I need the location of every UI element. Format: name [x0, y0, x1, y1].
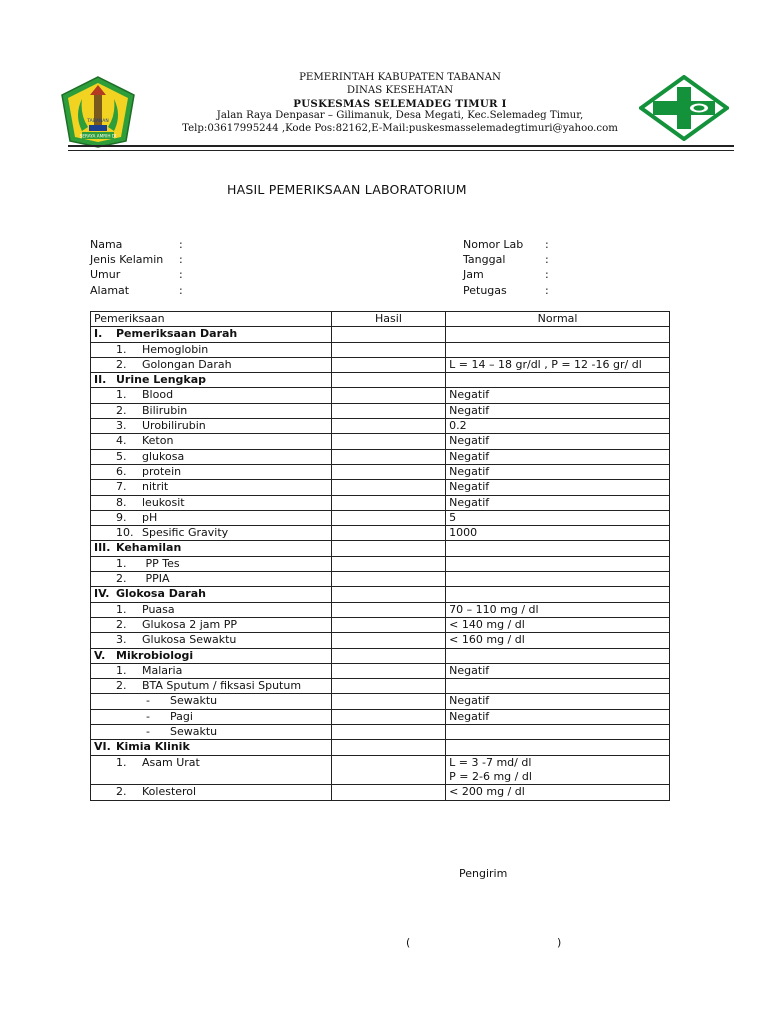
hasil-cell	[331, 694, 445, 709]
field-jenis-kelamin: Jenis Kelamin :	[90, 253, 183, 267]
table-row: 9. pH 5	[91, 510, 670, 525]
letterhead	[150, 72, 650, 136]
letterhead-clinic-name: PUSKESMAS SELEMADEG TIMUR I	[293, 97, 507, 110]
table-row: 6. protein Negatif	[91, 464, 670, 479]
svg-text:SERAYA AMRIH DI: SERAYA AMRIH DI	[79, 133, 117, 139]
puskesmas-logo	[639, 75, 729, 141]
table-row: 1. Asam Urat L = 3 -7 md/ dl P = 2-6 mg / dl	[91, 755, 670, 785]
table-row: 4. Keton Negatif	[91, 434, 670, 449]
hasil-cell	[331, 464, 445, 479]
hasil-cell	[331, 419, 445, 434]
letterhead-department: DINAS KESEHATAN	[346, 84, 454, 96]
letterhead-rule-thick	[68, 145, 734, 147]
signer-label: Pengirim	[459, 867, 508, 880]
field-umur: Umur :	[90, 268, 183, 282]
hasil-cell	[331, 633, 445, 648]
section-row: II. Urine Lengkap	[91, 373, 670, 388]
hasil-cell	[331, 785, 445, 800]
table-subrow: - Sewaktu Negatif	[91, 694, 670, 709]
signature-open-paren: (	[406, 936, 411, 949]
field-nomor-lab: Nomor Lab :	[463, 238, 549, 251]
letterhead-rule-thin	[68, 150, 734, 151]
signature-close-paren: )	[557, 936, 562, 949]
hasil-cell	[331, 388, 445, 403]
table-row: 2. Bilirubin Negatif	[91, 403, 670, 418]
hasil-cell	[331, 526, 445, 541]
table-row: 1. Blood Negatif	[91, 388, 670, 403]
hasil-cell	[331, 587, 445, 602]
table-subrow: - Sewaktu	[91, 725, 670, 740]
hasil-cell	[331, 556, 445, 571]
header-pemeriksaan: Pemeriksaan	[91, 312, 332, 327]
table-row: 1. Malaria Negatif	[91, 663, 670, 678]
hasil-cell	[331, 373, 445, 388]
document-title: HASIL PEMERIKSAAN LABORATORIUM	[227, 182, 467, 197]
hasil-cell	[331, 403, 445, 418]
hasil-cell	[331, 709, 445, 724]
table-row: 7. nitrit Negatif	[91, 480, 670, 495]
table-row: 3. Glukosa Sewaktu < 160 mg / dl	[91, 633, 670, 648]
table-row: 2. PPIA	[91, 572, 670, 587]
section-row: V. Mikrobiologi	[91, 648, 670, 663]
hasil-cell	[331, 495, 445, 510]
letterhead-contact: Telp:03617995244 ,Kode Pos:82162,E-Mail:puskesmasselemadegtimuri@yahoo.com	[182, 123, 618, 135]
hasil-cell	[331, 480, 445, 495]
table-row: 2. Kolesterol < 200 mg / dl	[91, 785, 670, 800]
hasil-cell	[331, 449, 445, 464]
hasil-cell	[331, 357, 445, 372]
field-tanggal: Tanggal :	[463, 253, 549, 267]
svg-text:TABANAN: TABANAN	[87, 119, 109, 124]
table-row: 2. BTA Sputum / fiksasi Sputum	[91, 679, 670, 694]
hasil-cell	[331, 572, 445, 587]
section-row: III. Kehamilan	[91, 541, 670, 556]
table-row: 5. glukosa Negatif	[91, 449, 670, 464]
header-normal: Normal	[446, 312, 670, 327]
field-petugas: Petugas :	[463, 283, 549, 297]
hasil-cell	[331, 740, 445, 755]
table-row: 8. leukosit Negatif	[91, 495, 670, 510]
tabanan-emblem-logo	[60, 75, 136, 149]
hasil-cell	[331, 541, 445, 556]
normal-line: P = 2-6 mg / dl	[449, 769, 532, 783]
table-row: 10. Spesific Gravity 1000	[91, 526, 670, 541]
table-row: 1. Puasa 70 – 110 mg / dl	[91, 602, 670, 617]
table-row: 2. Glukosa 2 jam PP < 140 mg / dl	[91, 617, 670, 632]
hasil-cell	[331, 755, 445, 785]
hasil-cell	[331, 327, 445, 342]
field-nama: Nama :	[90, 238, 183, 251]
header-hasil: Hasil	[331, 312, 445, 327]
letterhead-government: PEMERINTAH KABUPATEN TABANAN	[299, 72, 501, 83]
lab-results-table	[90, 311, 670, 801]
table-row: 1. Hemoglobin	[91, 342, 670, 357]
normal-line: L = 3 -7 md/ dl	[449, 755, 532, 769]
table-row: 3. Urobilirubin 0.2	[91, 419, 670, 434]
patient-fields-right	[463, 237, 549, 298]
hasil-cell	[331, 679, 445, 694]
field-alamat: Alamat :	[90, 283, 183, 297]
field-jam: Jam :	[463, 268, 549, 282]
hasil-cell	[331, 434, 445, 449]
table-subrow: - Pagi Negatif	[91, 709, 670, 724]
hasil-cell	[331, 725, 445, 740]
section-row: VI. Kimia Klinik	[91, 740, 670, 755]
hasil-cell	[331, 648, 445, 663]
hasil-cell	[331, 342, 445, 357]
hasil-cell	[331, 510, 445, 525]
table-row: 1. PP Tes	[91, 556, 670, 571]
table-row: 2. Golongan Darah L = 14 – 18 gr/dl , P = 12 -16 gr/ dl	[91, 357, 670, 372]
hasil-cell	[331, 663, 445, 678]
letterhead-address: Jalan Raya Denpasar – Gilimanuk, Desa Megati, Kec.Selemadeg Timur,	[216, 110, 584, 122]
patient-fields-left	[90, 237, 183, 298]
section-row: IV. Glokosa Darah	[91, 587, 670, 602]
hasil-cell	[331, 602, 445, 617]
hasil-cell	[331, 617, 445, 632]
section-row: I. Pemeriksaan Darah	[91, 327, 670, 342]
table-header-row	[91, 312, 670, 327]
